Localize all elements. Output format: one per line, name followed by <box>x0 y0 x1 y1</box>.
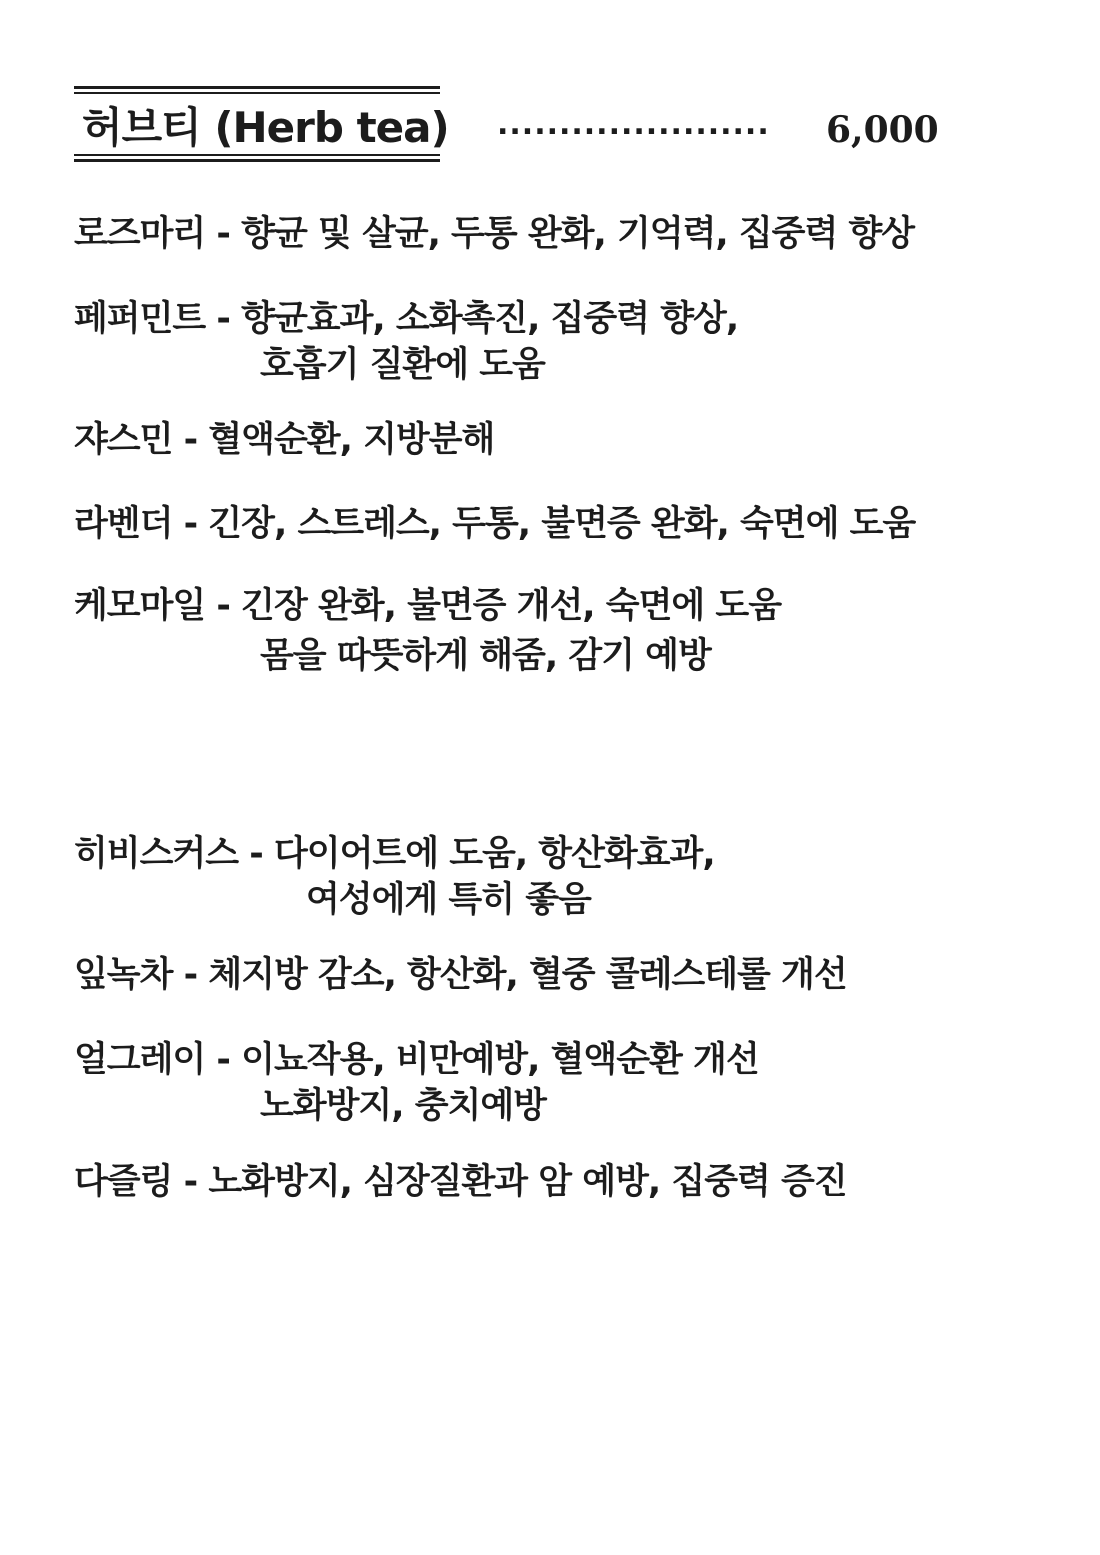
item-separator: - <box>238 834 274 874</box>
item-description-continued: 몸을 따뜻하게 해줌, 감기 예방 <box>260 636 711 676</box>
item-separator: - <box>172 504 209 544</box>
item-name: 페퍼민트 <box>74 299 206 339</box>
item-separator: - <box>172 420 209 460</box>
item-description: 향균효과, 소화촉진, 집중력 향상, <box>241 299 739 339</box>
top-rule-outer <box>74 86 440 89</box>
menu-item-chamomile <box>74 584 782 676</box>
item-name: 히비스커스 <box>74 834 239 874</box>
menu-item-rosemary <box>74 212 914 256</box>
item-name: 라벤더 <box>74 504 173 544</box>
item-name: 잎녹차 <box>74 955 173 995</box>
item-description: 노화방지, 심장질환과 암 예방, 집중력 증진 <box>208 1162 847 1202</box>
item-description: 다이어트에 도움, 항산화효과, <box>273 834 715 874</box>
menu-item-peppermint <box>74 297 739 385</box>
item-separator: - <box>172 1162 209 1202</box>
price-leader-dots: ...................... <box>497 107 770 142</box>
item-description-continued: 호흡기 질환에 도움 <box>260 345 545 385</box>
menu-item-darjeeling <box>74 1160 847 1204</box>
item-name: 로즈마리 <box>74 214 206 254</box>
item-separator: - <box>205 299 242 339</box>
item-description: 긴장 완화, 불면증 개선, 숙면에 도움 <box>241 586 782 626</box>
item-name: 케모마일 <box>74 586 206 626</box>
item-separator: - <box>205 1040 242 1080</box>
menu-item-earl-grey <box>74 1038 759 1126</box>
item-name: 얼그레이 <box>74 1040 206 1080</box>
section-price: 6,000 <box>826 109 939 151</box>
item-description: 체지방 감소, 항산화, 혈중 콜레스테롤 개선 <box>208 955 847 995</box>
menu-item-jasmine <box>74 418 494 462</box>
item-description: 향균 및 살균, 두통 완화, 기억력, 집중력 향상 <box>241 214 915 254</box>
menu-section-header <box>74 86 449 164</box>
item-description: 이뇨작용, 비만예방, 혈액순환 개선 <box>241 1040 759 1080</box>
item-description: 긴장, 스트레스, 두통, 불면증 완화, 숙면에 도움 <box>208 504 916 544</box>
item-separator: - <box>205 586 242 626</box>
menu-item-hibiscus <box>74 832 715 920</box>
item-name: 다즐링 <box>74 1162 173 1202</box>
bottom-rule-outer <box>74 159 440 162</box>
item-description-continued: 노화방지, 충치예방 <box>260 1086 546 1126</box>
item-description-continued: 여성에게 특히 좋음 <box>306 880 591 920</box>
menu-item-green-tea <box>74 953 847 997</box>
item-separator: - <box>205 214 242 254</box>
item-description: 혈액순환, 지방분해 <box>208 420 495 460</box>
top-rule-inner <box>74 92 440 94</box>
section-title: 허브티 (Herb tea) <box>82 103 449 152</box>
item-name: 쟈스민 <box>74 420 173 460</box>
item-separator: - <box>172 955 209 995</box>
menu-item-lavender <box>74 502 915 546</box>
bottom-rule-inner <box>74 154 440 156</box>
